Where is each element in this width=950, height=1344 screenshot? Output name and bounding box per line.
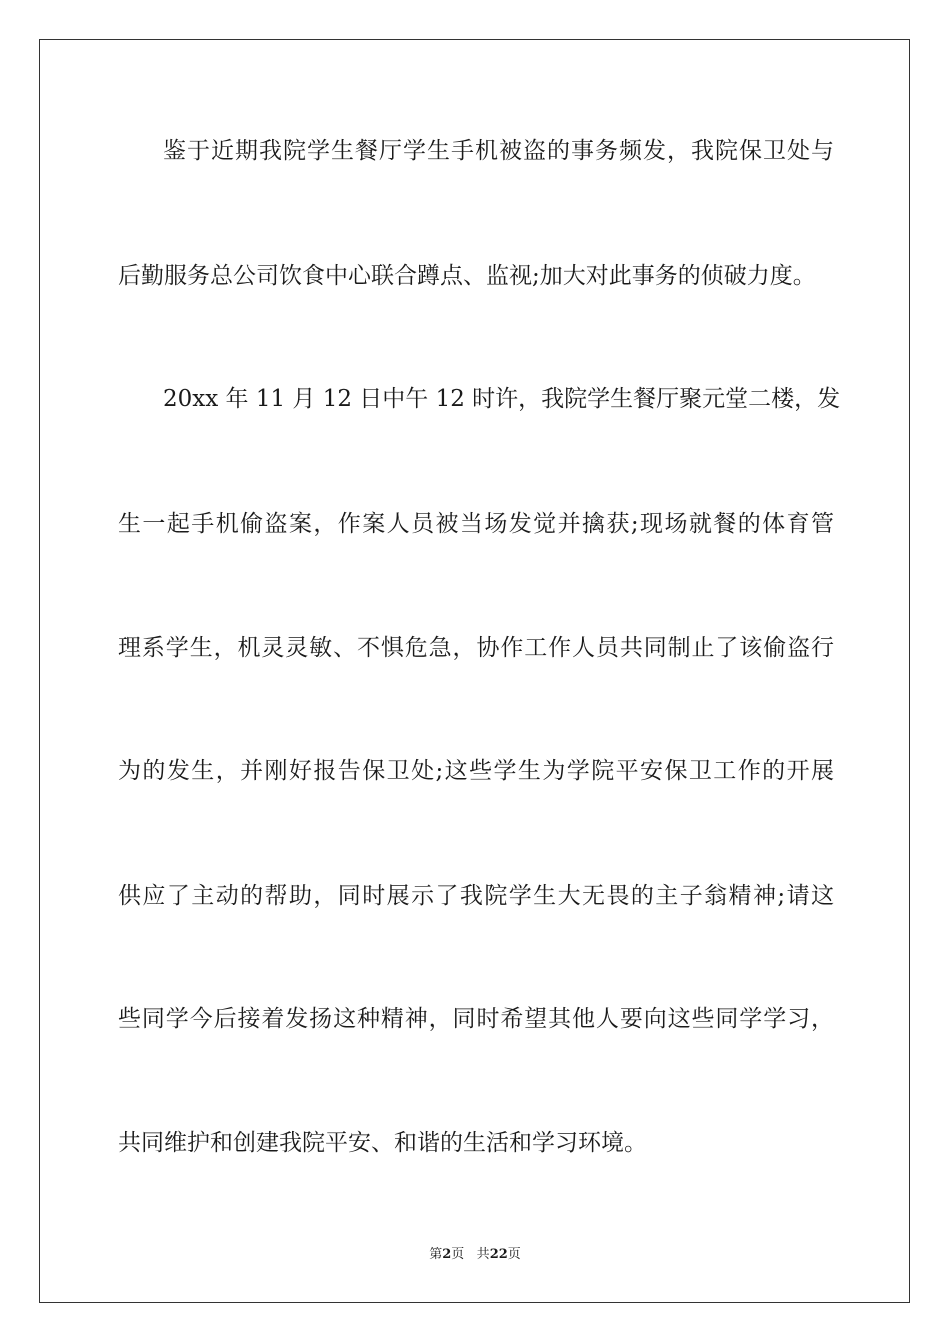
paragraph-2-line-2: 生一起手机偷盗案，作案人员被当场发觉并擒获;现场就餐的体育管 <box>118 511 834 537</box>
paragraph-2-line-6: 些同学今后接着发扬这种精神，同时希望其他人要向这些同学学习， <box>118 1006 834 1032</box>
paragraph-1-line-2: 后勤服务总公司饮食中心联合蹲点、监视;加大对此事务的侦破力度。 <box>118 263 816 289</box>
total-suffix: 页 <box>507 1247 521 1262</box>
total-prefix: 共 <box>476 1247 490 1262</box>
page-border <box>39 39 910 1303</box>
paragraph-1-line-1: 鉴于近期我院学生餐厅学生手机被盗的事务频发，我院保卫处与 <box>163 138 834 164</box>
page-footer <box>0 1246 950 1264</box>
paragraph-2-line-1: 20xx 年 11 月 12 日中午 12 时许，我院学生餐厅聚元堂二楼，发 <box>163 386 841 412</box>
paragraph-2-line-4: 为的发生，并刚好报告保卫处;这些学生为学院平安保卫工作的开展 <box>118 758 834 784</box>
paragraph-2-line-7: 共同维护和创建我院平安、和谐的生活和学习环境。 <box>118 1130 647 1156</box>
page-suffix: 页 <box>451 1247 465 1262</box>
paragraph-2-line-3: 理系学生，机灵灵敏、不惧危急，协作工作人员共同制止了该偷盗行 <box>118 635 834 661</box>
page-prefix: 第 <box>429 1247 443 1262</box>
page-number: 2 <box>442 1247 452 1262</box>
paragraph-2-line-5: 供应了主动的帮助，同时展示了我院学生大无畏的主子翁精神;请这 <box>118 883 834 909</box>
total-pages: 22 <box>489 1247 508 1262</box>
